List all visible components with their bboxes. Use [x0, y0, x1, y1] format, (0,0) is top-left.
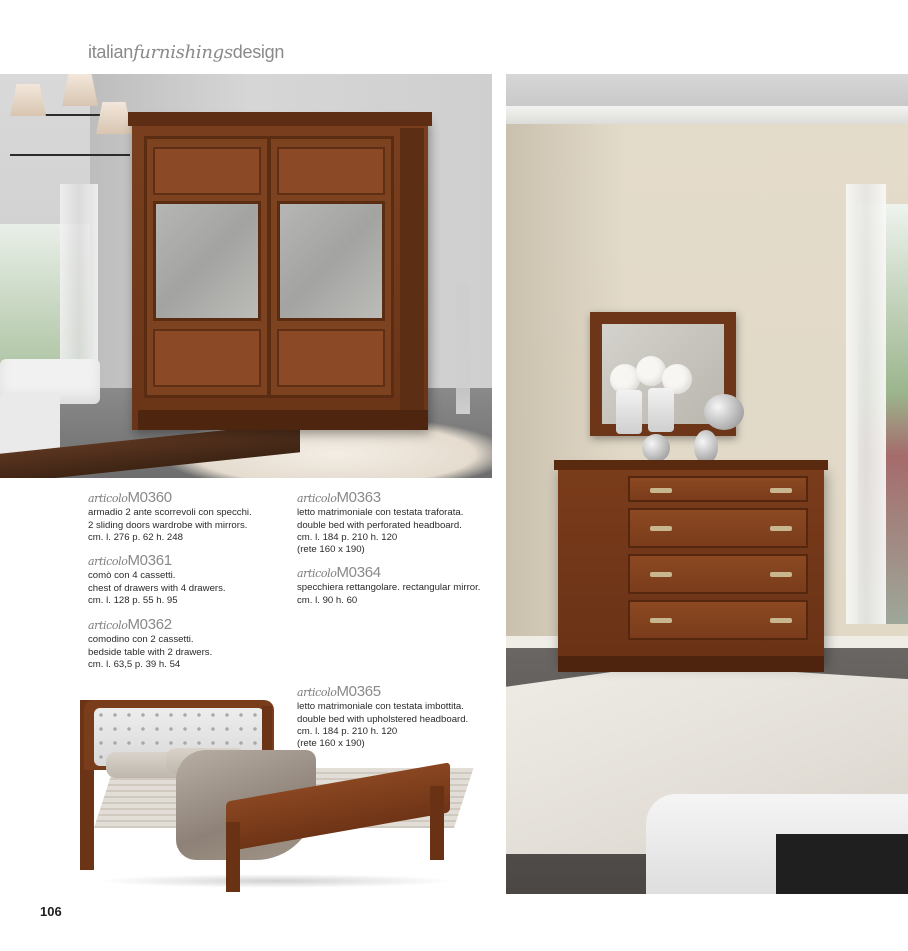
item-desc-it: letto matrimoniale con testata traforata.: [297, 507, 464, 519]
item-m0363: [297, 489, 464, 556]
chest-room-photo: [506, 74, 908, 894]
item-dimensions: cm. l. 63,5 p. 39 h. 54: [88, 658, 181, 670]
item-m0361: [88, 552, 226, 607]
item-desc-it: armadio 2 ante scorrevoli con specchi.: [88, 507, 252, 519]
item-code: M0364: [336, 564, 381, 581]
item-code: M0361: [127, 552, 172, 569]
item-mesh-size: (rete 160 x 190): [297, 738, 365, 750]
item-code: M0360: [127, 489, 172, 506]
item-desc: specchiera rettangolare. rectangular mirror.: [297, 582, 481, 594]
wardrobe-room-photo: [0, 74, 492, 478]
chandelier-image: [10, 74, 130, 194]
item-desc-it: comò con 4 cassetti.: [88, 570, 176, 582]
item-m0362: [88, 616, 213, 671]
item-code: M0363: [336, 489, 381, 506]
item-code: M0365: [336, 683, 381, 700]
item-label: articolo: [297, 686, 337, 699]
item-label: articolo: [88, 492, 128, 505]
item-desc-it: comodino con 2 cassetti.: [88, 634, 194, 646]
item-dimensions: cm. l. 90 h. 60: [297, 594, 358, 606]
wardrobe-image: [132, 118, 428, 430]
item-code: M0362: [127, 616, 172, 633]
item-desc-en: double bed with upholstered headboard.: [297, 713, 469, 725]
item-dimensions: cm. l. 276 p. 62 h. 248: [88, 531, 183, 543]
item-desc-en: double bed with perforated headboard.: [297, 519, 462, 531]
item-label: articolo: [88, 619, 128, 632]
item-desc-en: chest of drawers with 4 drawers.: [88, 582, 226, 594]
brand-prefix: italian: [88, 42, 133, 62]
item-mesh-size: (rete 160 x 190): [297, 544, 365, 556]
item-dimensions: cm. l. 184 p. 210 h. 120: [297, 531, 398, 543]
upholstered-bed-image: [76, 696, 456, 896]
item-desc-it: letto matrimoniale con testata imbottita.: [297, 701, 464, 713]
item-label: articolo: [88, 555, 128, 568]
item-desc-en: bedside table with 2 drawers.: [88, 646, 213, 658]
item-m0360: [88, 489, 252, 544]
item-label: articolo: [297, 567, 337, 580]
chest-of-drawers-image: [558, 466, 824, 662]
item-dimensions: cm. l. 128 p. 55 h. 95: [88, 594, 178, 606]
item-dimensions: cm. l. 184 p. 210 h. 120: [297, 725, 398, 737]
brand-suffix: design: [232, 42, 285, 62]
item-m0364: [297, 564, 481, 607]
item-label: articolo: [297, 492, 337, 505]
item-desc-en: 2 sliding doors wardrobe with mirrors.: [88, 519, 248, 531]
brand-script: furnishings: [132, 42, 233, 63]
page-number: 106: [40, 904, 62, 919]
brand-header: [88, 42, 284, 63]
